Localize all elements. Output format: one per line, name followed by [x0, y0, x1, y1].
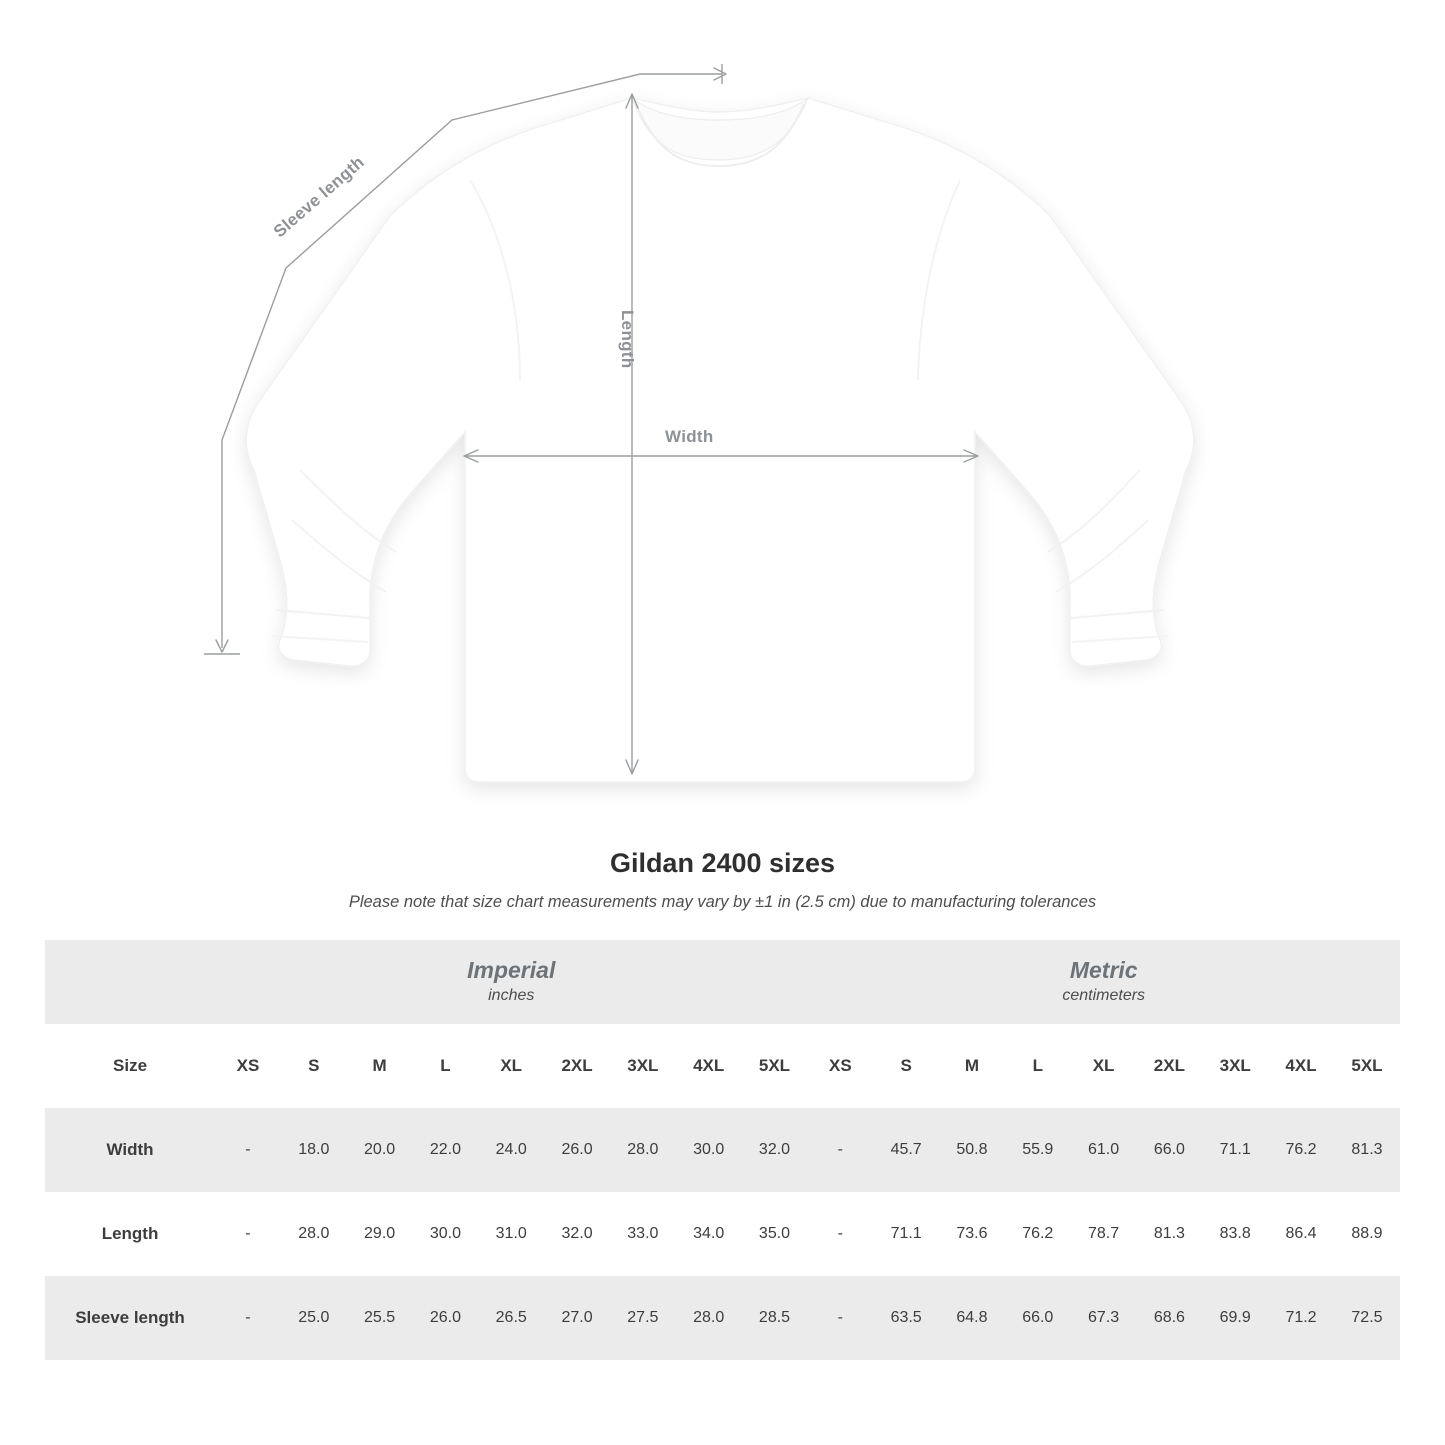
chart-header — [0, 848, 1445, 912]
cell-width-imp-xs: - — [215, 1108, 281, 1192]
table-row — [45, 1276, 1400, 1360]
units-header-row — [45, 940, 1400, 1024]
cell-width-met-xl: 61.0 — [1071, 1108, 1137, 1192]
cell-width-imp-xl: 24.0 — [478, 1108, 544, 1192]
column-header-met-l: L — [1005, 1024, 1071, 1108]
cell-sleeve-met-xl: 67.3 — [1071, 1276, 1137, 1360]
cell-sleeve-met-2xl: 68.6 — [1136, 1276, 1202, 1360]
cell-length-imp-m: 29.0 — [347, 1192, 413, 1276]
column-header-imp-l: L — [413, 1024, 479, 1108]
cell-length-met-5xl: 88.9 — [1334, 1192, 1400, 1276]
cell-width-met-l: 55.9 — [1005, 1108, 1071, 1192]
cell-width-met-5xl: 81.3 — [1334, 1108, 1400, 1192]
column-header-imp-xs: XS — [215, 1024, 281, 1108]
cell-length-met-xl: 78.7 — [1071, 1192, 1137, 1276]
table-row — [45, 1108, 1400, 1192]
cell-length-met-3xl: 83.8 — [1202, 1192, 1268, 1276]
cell-width-imp-2xl: 26.0 — [544, 1108, 610, 1192]
shirt-shape — [246, 98, 1193, 782]
cell-length-imp-3xl: 33.0 — [610, 1192, 676, 1276]
imperial-unit-header — [215, 940, 807, 1024]
cell-sleeve-imp-5xl: 28.5 — [742, 1276, 808, 1360]
cell-length-met-l: 76.2 — [1005, 1192, 1071, 1276]
cell-sleeve-met-l: 66.0 — [1005, 1276, 1071, 1360]
width-dimension-label: Width — [665, 427, 714, 446]
row-label-sleeve-length: Sleeve length — [45, 1276, 215, 1360]
size-table-wrapper — [45, 940, 1400, 1360]
cell-sleeve-imp-4xl: 28.0 — [676, 1276, 742, 1360]
column-header-met-s: S — [873, 1024, 939, 1108]
column-header-imp-m: M — [347, 1024, 413, 1108]
column-header-met-4xl: 4XL — [1268, 1024, 1334, 1108]
cell-length-met-xs: - — [807, 1192, 873, 1276]
column-header-imp-xl: XL — [478, 1024, 544, 1108]
cell-length-met-s: 71.1 — [873, 1192, 939, 1276]
cell-length-met-m: 73.6 — [939, 1192, 1005, 1276]
cell-width-met-4xl: 76.2 — [1268, 1108, 1334, 1192]
column-header-met-xl: XL — [1071, 1024, 1137, 1108]
column-header-imp-5xl: 5XL — [742, 1024, 808, 1108]
cell-length-imp-xs: - — [215, 1192, 281, 1276]
cell-length-imp-4xl: 34.0 — [676, 1192, 742, 1276]
size-chart-table — [45, 940, 1400, 1360]
column-header-met-m: M — [939, 1024, 1005, 1108]
cell-sleeve-imp-2xl: 27.0 — [544, 1276, 610, 1360]
cell-width-imp-l: 22.0 — [413, 1108, 479, 1192]
cell-sleeve-met-5xl: 72.5 — [1334, 1276, 1400, 1360]
cell-sleeve-met-4xl: 71.2 — [1268, 1276, 1334, 1360]
units-spacer-cell — [45, 940, 215, 1024]
row-label-width: Width — [45, 1108, 215, 1192]
imperial-unit-name: Imperial — [467, 956, 556, 983]
column-header-imp-2xl: 2XL — [544, 1024, 610, 1108]
tolerance-note: Please note that size chart measurements may vary by ±1 in (2.5 cm) due to manufacturing tolerances — [348, 893, 1097, 911]
column-header-imp-s: S — [281, 1024, 347, 1108]
cell-length-imp-s: 28.0 — [281, 1192, 347, 1276]
imperial-unit-sub: inches — [488, 987, 535, 1005]
cell-width-met-xs: - — [807, 1108, 873, 1192]
cell-length-imp-xl: 31.0 — [478, 1192, 544, 1276]
metric-unit-header — [807, 940, 1400, 1024]
column-header-imp-4xl: 4XL — [676, 1024, 742, 1108]
length-dimension-label: Length — [618, 310, 637, 369]
cell-length-met-4xl: 86.4 — [1268, 1192, 1334, 1276]
size-header-row — [45, 1024, 1400, 1108]
cell-sleeve-met-xs: - — [807, 1276, 873, 1360]
page-title: Gildan 2400 sizes — [609, 848, 836, 878]
row-label-length: Length — [45, 1192, 215, 1276]
column-header-met-xs: XS — [807, 1024, 873, 1108]
cell-width-met-m: 50.8 — [939, 1108, 1005, 1192]
cell-width-imp-5xl: 32.0 — [742, 1108, 808, 1192]
column-header-met-3xl: 3XL — [1202, 1024, 1268, 1108]
cell-width-imp-3xl: 28.0 — [610, 1108, 676, 1192]
cell-sleeve-imp-m: 25.5 — [347, 1276, 413, 1360]
cell-width-met-s: 45.7 — [873, 1108, 939, 1192]
cell-width-imp-s: 18.0 — [281, 1108, 347, 1192]
metric-unit-name: Metric — [1069, 956, 1138, 983]
column-header-size: Size — [45, 1024, 215, 1108]
cell-length-imp-l: 30.0 — [413, 1192, 479, 1276]
cell-sleeve-imp-3xl: 27.5 — [610, 1276, 676, 1360]
sleeve-length-dimension-label: Sleeve length — [269, 152, 369, 242]
metric-unit-sub: centimeters — [1062, 987, 1146, 1005]
table-row — [45, 1192, 1400, 1276]
cell-sleeve-imp-s: 25.0 — [281, 1276, 347, 1360]
cell-length-imp-5xl: 35.0 — [742, 1192, 808, 1276]
column-header-met-2xl: 2XL — [1136, 1024, 1202, 1108]
cell-sleeve-imp-xl: 26.5 — [478, 1276, 544, 1360]
column-header-imp-3xl: 3XL — [610, 1024, 676, 1108]
cell-width-imp-m: 20.0 — [347, 1108, 413, 1192]
cell-sleeve-met-s: 63.5 — [873, 1276, 939, 1360]
cell-width-imp-4xl: 30.0 — [676, 1108, 742, 1192]
cell-sleeve-met-m: 64.8 — [939, 1276, 1005, 1360]
cell-width-met-2xl: 66.0 — [1136, 1108, 1202, 1192]
cell-width-met-3xl: 71.1 — [1202, 1108, 1268, 1192]
cell-sleeve-imp-xs: - — [215, 1276, 281, 1360]
cell-length-met-2xl: 81.3 — [1136, 1192, 1202, 1276]
cell-sleeve-met-3xl: 69.9 — [1202, 1276, 1268, 1360]
column-header-met-5xl: 5XL — [1334, 1024, 1400, 1108]
cell-sleeve-imp-l: 26.0 — [413, 1276, 479, 1360]
cell-length-imp-2xl: 32.0 — [544, 1192, 610, 1276]
